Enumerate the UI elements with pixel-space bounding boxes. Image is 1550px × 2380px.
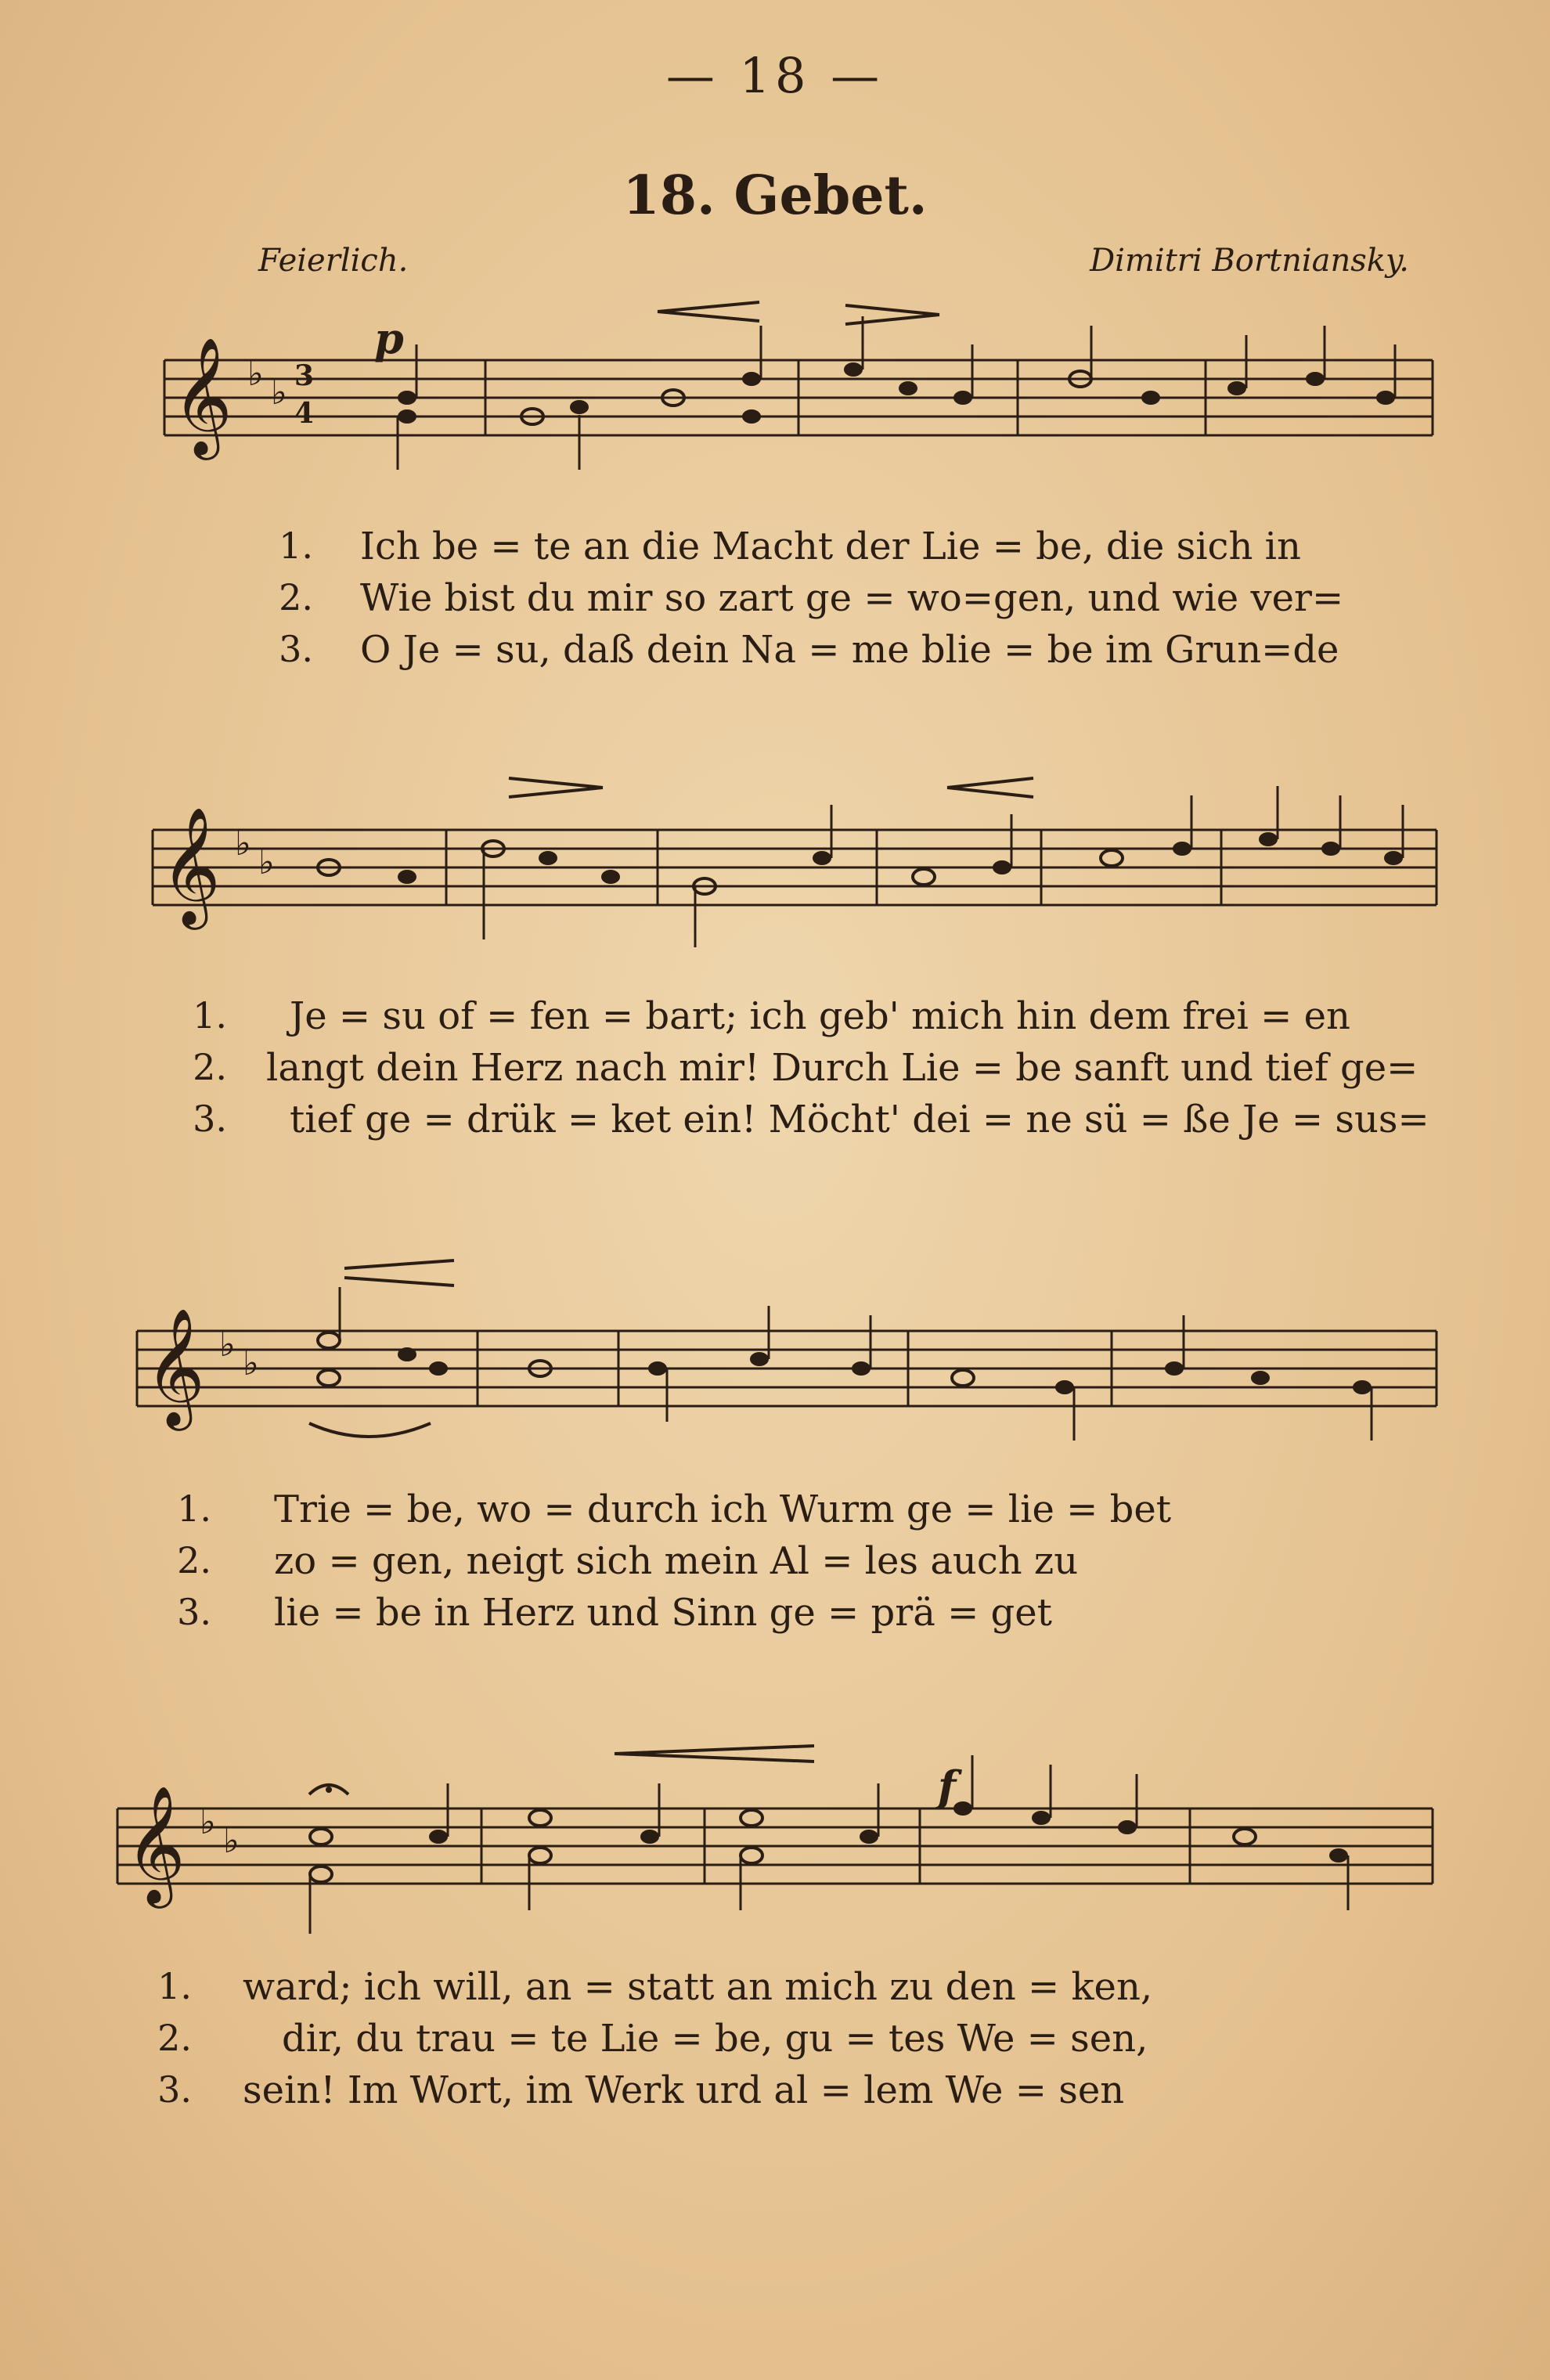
dynamic-forte: f [938, 1762, 957, 1812]
svg-text:♭: ♭ [219, 1325, 236, 1365]
verse-number: 3. [157, 2068, 192, 2111]
lyric-line: Je = su of = fen = bart; ich geb' mich hin dem frei = en [290, 994, 1350, 1038]
svg-text:♭: ♭ [258, 842, 275, 882]
verse-number: 2. [177, 1539, 211, 1581]
lyric-line: dir, du trau = te Lie = be, gu = tes We = sen, [282, 2017, 1148, 2061]
svg-text:♭: ♭ [243, 1343, 259, 1383]
svg-text:𝄞: 𝄞 [160, 806, 221, 925]
verse-number: 1. [279, 525, 313, 567]
lyric-line: zo = gen, neigt sich mein Al = les auch zu [274, 1539, 1079, 1583]
svg-text:𝄞: 𝄞 [145, 1307, 205, 1426]
verse-number: 2. [193, 1046, 227, 1088]
music-system-2 [0, 767, 1550, 1174]
music-system-1 [0, 298, 1550, 705]
svg-text:4: 4 [294, 397, 315, 430]
music-system-4 [0, 1707, 1550, 2145]
verse-number: 2. [279, 576, 313, 618]
verse-number: 2. [157, 2017, 192, 2059]
composer-credit: Dimitri Bortniansky. [1090, 243, 1409, 279]
svg-text:♭: ♭ [200, 1802, 216, 1842]
lyric-line: langt dein Herz nach mir! Durch Lie = be sanft und tief ge= [266, 1046, 1418, 1090]
dynamic-piano: p [374, 313, 404, 363]
staff-1 [0, 298, 1550, 501]
svg-text:3: 3 [294, 359, 315, 392]
page-number: — 18 — [665, 47, 885, 104]
verse-number: 1. [157, 1965, 192, 2007]
svg-text:𝄞: 𝄞 [125, 1784, 186, 1903]
svg-text:♭: ♭ [247, 354, 264, 394]
lyric-line: sein! Im Wort, im Werk urd al = lem We = sen [243, 2068, 1125, 2112]
verse-number: 3. [279, 628, 313, 670]
music-system-3 [0, 1245, 1550, 1652]
staff-2 [0, 767, 1550, 971]
svg-text:♭: ♭ [235, 824, 251, 864]
verse-number: 3. [193, 1098, 227, 1140]
verse-number: 3. [177, 1591, 211, 1633]
tempo-marking: Feierlich. [258, 243, 409, 279]
lyric-line: Trie = be, wo = durch ich Wurm ge = lie = bet [274, 1488, 1172, 1531]
verse-number: 1. [193, 994, 227, 1037]
hymn-title: 18. Gebet. [622, 164, 928, 227]
lyric-line: O Je = su, daß dein Na = me blie = be im Grun=de [360, 628, 1339, 672]
lyric-line: tief ge = drük = ket ein! Möcht' dei = ne sü = ße Je = sus= [290, 1098, 1429, 1141]
svg-text:𝄞: 𝄞 [172, 336, 232, 455]
lyric-line: ward; ich will, an = statt an mich zu den = ken, [243, 1965, 1153, 2009]
lyric-line: lie = be in Herz und Sinn ge = prä = get [274, 1591, 1052, 1635]
lyric-line: Wie bist du mir so zart ge = wo=gen, und wie ver= [360, 576, 1344, 620]
staff-3 [0, 1245, 1550, 1448]
lyric-line: Ich be = te an die Macht der Lie = be, die sich in [360, 525, 1301, 568]
verse-number: 1. [177, 1488, 211, 1530]
staff-4 [0, 1707, 1550, 1942]
svg-text:♭: ♭ [271, 373, 287, 413]
svg-text:♭: ♭ [223, 1821, 240, 1861]
